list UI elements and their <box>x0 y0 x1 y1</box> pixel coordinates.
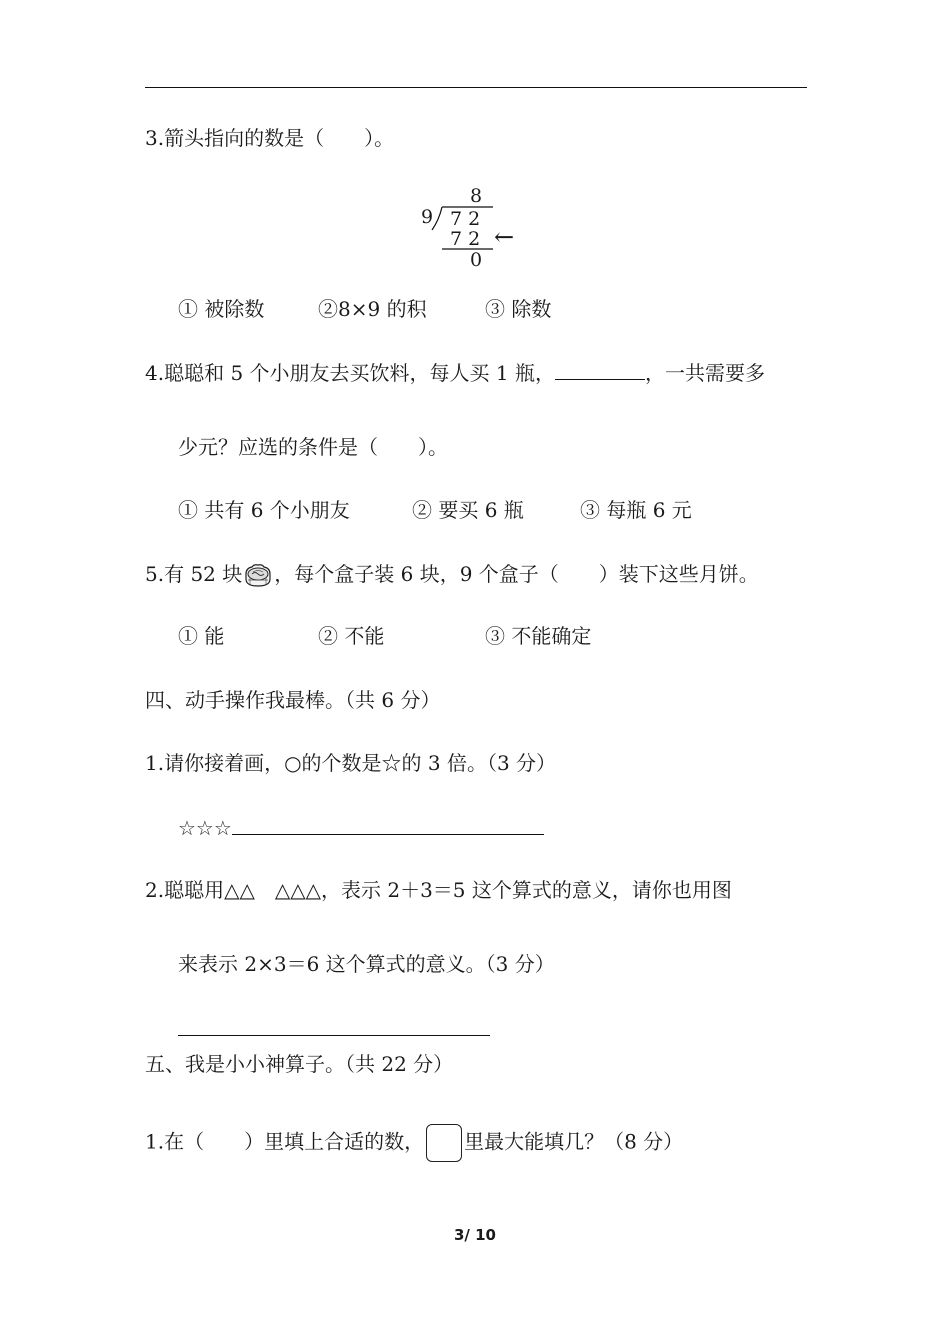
s4-q1-drawing-line <box>178 814 544 842</box>
q3-option-3: ③ 除数 <box>485 297 552 321</box>
section-4-title: 四、动手操作我最棒。（共 6 分） <box>145 688 441 712</box>
dividend: 7 2 <box>450 208 481 230</box>
s5-q1-text-end: 里最大能填几？（8 分） <box>464 1129 684 1154</box>
s4-q2-answer-line <box>178 1035 490 1036</box>
product: 7 2 <box>450 228 481 250</box>
q5-option-1: ① 能 <box>178 624 225 648</box>
mooncake-icon <box>242 562 274 590</box>
long-division-figure <box>415 180 545 275</box>
top-rule <box>145 87 807 88</box>
stars: ☆☆☆ <box>178 816 232 840</box>
q4-line-1 <box>145 359 765 387</box>
q5-option-2: ② 不能 <box>318 624 385 648</box>
q4-line-1-start: 4.聪聪和 5 个小朋友去买饮料，每人买 1 瓶， <box>145 361 555 385</box>
s4-q1-text: 1.请你接着画，○的个数是☆的 3 倍。（3 分） <box>145 751 557 775</box>
s4-q1-blank <box>232 814 544 835</box>
q5-text-end: ，每个盒子装 6 块，9 个盒子（ ）装下这些月饼。 <box>274 562 759 586</box>
divisor: 9 <box>421 206 434 228</box>
remainder: 0 <box>470 249 483 271</box>
quotient: 8 <box>470 185 483 207</box>
q4-option-1: ① 共有 6 个小朋友 <box>178 498 350 522</box>
s5-q1-text <box>145 1124 683 1162</box>
q4-option-2: ② 要买 6 瓶 <box>412 498 524 522</box>
s5-q1-text-start: 1.在（ ）里填上合适的数， <box>145 1129 425 1154</box>
s4-q2-line-1: 2.聪聪用△△ △△△，表示 2＋3＝5 这个算式的意义，请你也用图 <box>145 878 732 902</box>
q3-option-2: ②8×9 的积 <box>318 297 427 321</box>
q5-option-3: ③ 不能确定 <box>485 624 592 648</box>
answer-box-icon <box>426 1124 462 1162</box>
q4-line-1-end: ，一共需要多 <box>644 361 765 385</box>
s4-q2-line-2: 来表示 2×3＝6 这个算式的意义。（3 分） <box>178 952 555 976</box>
page-number: 3/ 10 <box>453 1226 496 1244</box>
arrow-icon: ← <box>494 223 515 251</box>
q4-line-2: 少元？应选的条件是（ ）。 <box>178 435 448 459</box>
q5-text <box>145 560 759 590</box>
q4-option-3: ③ 每瓶 6 元 <box>580 498 692 522</box>
q4-blank <box>555 359 645 380</box>
q3-text: 3.箭头指向的数是（ ）。 <box>145 126 395 150</box>
q3-option-1: ① 被除数 <box>178 297 265 321</box>
q5-text-start: 5.有 52 块 <box>145 562 243 586</box>
section-5-title: 五、我是小小神算子。（共 22 分） <box>145 1052 454 1076</box>
